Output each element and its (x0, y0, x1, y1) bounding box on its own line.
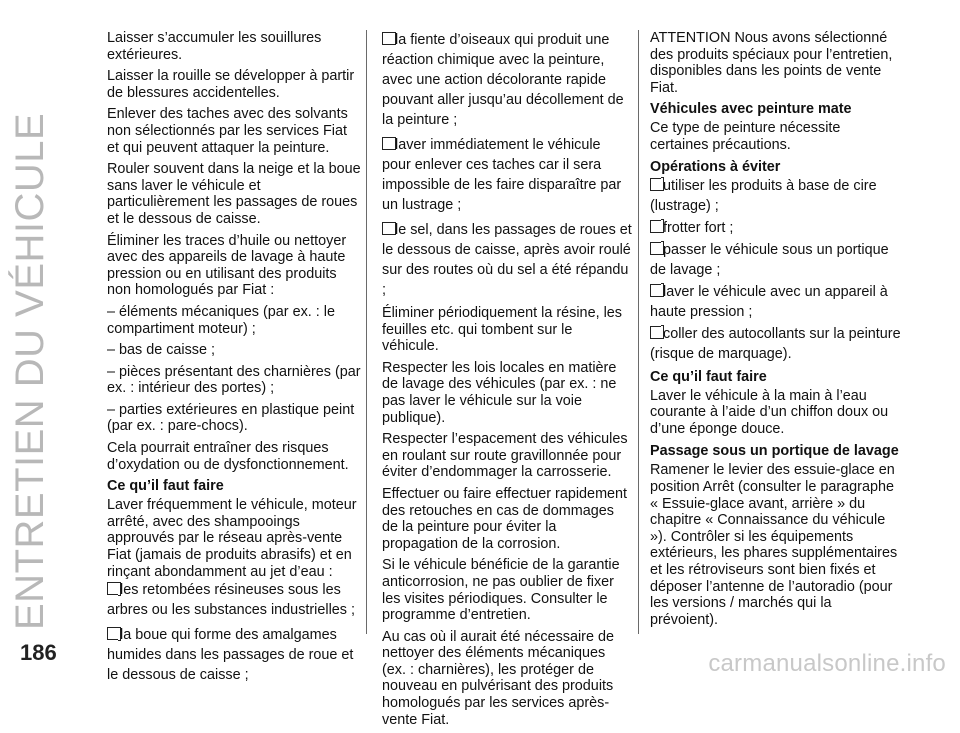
bullet-item (650, 218, 902, 238)
column-1 (107, 30, 362, 690)
paragraph: Laisser la rouille se développer à partir de blessures accidentelles. (107, 68, 355, 101)
column-3 (650, 30, 902, 633)
paragraph: Laver fréquemment le véhicule, moteur arrêté, avec des shampooings approuvés par le réseau après-vente Fiat (jamais de produits abrasifs) et en rinçant abondamment au jet d’eau : (107, 497, 357, 580)
bullet-item (650, 240, 902, 280)
bullet-item (382, 30, 632, 130)
list-item: – parties extérieures en plastique peint (par ex. : pare-chocs). (107, 401, 355, 435)
paragraph: Laisser s’accumuler les souillures extérieures. (107, 30, 322, 63)
column-divider-right (638, 30, 639, 634)
bullet-text: la boue qui forme des amalgames humides dans les passages de roue et le dessous de caisse ; (107, 627, 354, 684)
paragraph: Éliminer périodiquement la résine, les feuilles etc. qui tombent sur le véhicule. (382, 305, 622, 355)
list-item: – éléments mécaniques (par ex. : le compartiment moteur) ; (107, 303, 335, 337)
section-heading: Opérations à éviter (650, 158, 781, 175)
paragraph: Au cas où il aurait été nécessaire de nettoyer des éléments mécaniques (ex. : charnières), les protéger de nouveau en pulvérisant des produits homologués par les services après-vente Fiat. (382, 628, 614, 728)
paragraph: Ce type de peinture nécessite certaines précautions. (650, 120, 841, 153)
bullet-item (650, 282, 902, 322)
paragraph: Enlever des taches avec des solvants non sélectionnés par les services Fiat et qui peuvent attaquer la peinture. (107, 106, 348, 156)
bullet-text: les retombées résineuses sous les arbres ou les substances industrielles ; (107, 582, 355, 619)
bullet-icon (382, 222, 393, 235)
bullet-text: laver immédiatement le véhicule pour enlever ces taches car il sera impossible de les faire disparaître par un lustrage ; (382, 137, 622, 213)
bullet-icon (650, 284, 661, 297)
bullet-icon (107, 627, 118, 640)
bullet-icon (650, 178, 661, 191)
bullet-text: laver le véhicule avec un appareil à haute pression ; (650, 283, 888, 320)
section-title (8, 30, 72, 630)
page-number: 186 (20, 640, 57, 665)
bullet-item (650, 324, 902, 364)
paragraph: Laver le véhicule à la main à l’eau courante à l’aide d’un chiffon doux ou d’une éponge douce. (650, 387, 889, 437)
bullet-icon (382, 137, 393, 150)
bullet-icon (107, 582, 118, 595)
bullet-text: le sel, dans les passages de roues et le dessous de caisse, après avoir roulé sur des routes où du sel a été répandu ; (382, 222, 632, 298)
section-heading: Véhicules avec peinture mate (650, 101, 852, 118)
paragraph: Respecter l’espacement des véhicules en roulant sur route gravillonnée pour éviter d’endommager la carrosserie. (382, 431, 628, 481)
bullet-text: coller des autocollants sur la peinture (risque de marquage). (650, 325, 901, 362)
bullet-item (650, 176, 902, 216)
bullet-icon (650, 242, 661, 255)
bullet-icon (382, 32, 393, 45)
column-divider-left (366, 30, 367, 634)
paragraph: Effectuer ou faire effectuer rapidement des retouches en cas de dommages de la peinture pour éviter la propagation de la corrosion. (382, 485, 628, 552)
bullet-icon (650, 326, 661, 339)
column-2 (382, 30, 632, 733)
bullet-text: frotter fort ; (663, 219, 734, 236)
bullet-item (382, 220, 632, 300)
attention-note: ATTENTION Nous avons sélectionné des produits spéciaux pour l’entretien, disponibles dans les points de vente Fiat. (650, 30, 893, 96)
bullet-text: la fiente d’oiseaux qui produit une réaction chimique avec la peinture, avec une action décolorante rapide pouvant aller jusqu’au décollement de la peinture ; (382, 32, 624, 128)
bullet-text: passer le véhicule sous un portique de lavage ; (650, 241, 889, 278)
watermark: carmanualsonline.info (708, 650, 946, 677)
paragraph: Rouler souvent dans la neige et la boue sans laver le véhicule et particulièrement les passages de roues et le dessous de caisse. (107, 161, 361, 227)
section-heading: Ce qu’il faut faire (650, 368, 767, 385)
bullet-text: utiliser les produits à base de cire (lustrage) ; (650, 177, 877, 214)
bullet-item (107, 580, 362, 620)
bullet-icon (650, 220, 661, 233)
section-heading: Ce qu’il faut faire (107, 478, 224, 495)
paragraph: Si le véhicule bénéficie de la garantie anticorrosion, ne pas oublier de fixer les visites périodiques. Consulter le programme d’entretien. (382, 557, 620, 624)
bullet-item (382, 135, 632, 215)
list-item: – bas de caisse ; (107, 342, 215, 359)
bullet-item (107, 625, 362, 685)
list-item: – pièces présentant des charnières (par ex. : intérieur des portes) ; (107, 363, 361, 397)
paragraph: Cela pourrait entraîner des risques d’oxydation ou de dysfonctionnement. (107, 440, 349, 473)
paragraph: Respecter les lois locales en matière de lavage des véhicules (par ex. : ne pas laver le véhicule sur la voie publique). (382, 359, 617, 426)
section-heading: Passage sous un portique de lavage (650, 443, 899, 460)
paragraph: Éliminer les traces d’huile ou nettoyer avec des appareils de lavage à haute pression ou en utilisant des produits non homologués par Fiat : (107, 232, 347, 299)
paragraph: Ramener le levier des essuie-glace en position Arrêt (consulter le paragraphe « Essuie-glace avant, arrière » du chapitre « Connaissance du véhicule »). Contrôler si les équipements extérieurs, les phares supplémentaires et les rétroviseurs sont bien fixés et déposer l’antenne de l’autoradio (pour les versions / marchés qui la prévoient). (650, 462, 898, 628)
section-title-text: ENTRETIEN DU VÉHICULE (8, 112, 52, 630)
